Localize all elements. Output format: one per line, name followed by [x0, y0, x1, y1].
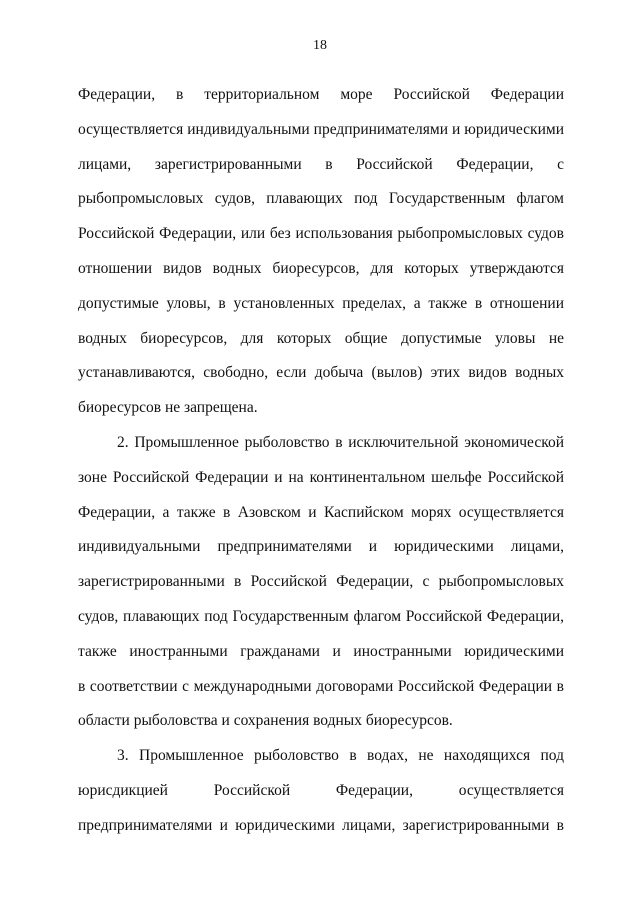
paragraph-1-line-2: осуществляется индивидуальными предпринимателями и юридическими: [78, 120, 564, 138]
paragraph-1-line-7: допустимые уловы, в установленных пределах, а также в отношении: [78, 294, 564, 312]
paragraph-1-line-1: Федерации, в территориальном море Российской Федерации: [78, 86, 564, 103]
paragraph-1-line-5: Российской Федерации, или без использования рыбопромысловых судов: [78, 225, 564, 243]
paragraph-2-line-6: судов, плавающих под Государственным флагом Российской Федерации,: [78, 607, 564, 625]
body-text: [78, 78, 564, 844]
paragraph-3-line-3: предпринимателями и юридическими лицами, зарегистрированными в: [78, 816, 564, 834]
paragraph-3-line-1: 3. Промышленное рыболовство в водах, не находящихся под: [117, 747, 564, 765]
paragraph-1-line-4: рыбопромысловых судов, плавающих под Государственным флагом: [78, 190, 564, 208]
paragraph-2-line-7: также иностранными гражданами и иностранными юридическими: [78, 642, 564, 660]
paragraph-1-line-8: водных биоресурсов, для которых общие допустимые уловы не: [78, 329, 564, 347]
paragraph-3-line-2: юрисдикцией Российской Федерации, осуществляется: [78, 781, 564, 799]
paragraph-2-line-3: Федерации, а также в Азовском и Каспийском морях осуществляется: [78, 503, 564, 521]
paragraph-1-line-9: устанавливаются, свободно, если добыча (вылов) этих видов водных: [78, 364, 564, 382]
paragraph-2-line-2: зоне Российской Федерации и на континентальном шельфе Российской: [78, 468, 564, 486]
paragraph-1-line-10: биоресурсов не запрещена.: [78, 399, 258, 417]
paragraph-2-line-1: 2. Промышленное рыболовство в исключительной экономической: [117, 433, 564, 451]
paragraph-1-line-6: отношении видов водных биоресурсов, для которых утверждаются: [78, 259, 564, 277]
page-number: 18: [313, 38, 327, 53]
paragraph-2-line-8: в соответствии с международными договорами Российской Федерации в: [78, 677, 564, 695]
paragraph-2-line-4: индивидуальными предпринимателями и юридическими лицами,: [78, 538, 564, 556]
paragraph-2-line-9: области рыболовства и сохранения водных биоресурсов.: [78, 712, 453, 730]
paragraph-1-line-3: лицами, зарегистрированными в Российской Федерации, с: [78, 155, 564, 173]
paragraph-2-line-5: зарегистрированными в Российской Федерации, с рыбопромысловых: [78, 573, 564, 591]
